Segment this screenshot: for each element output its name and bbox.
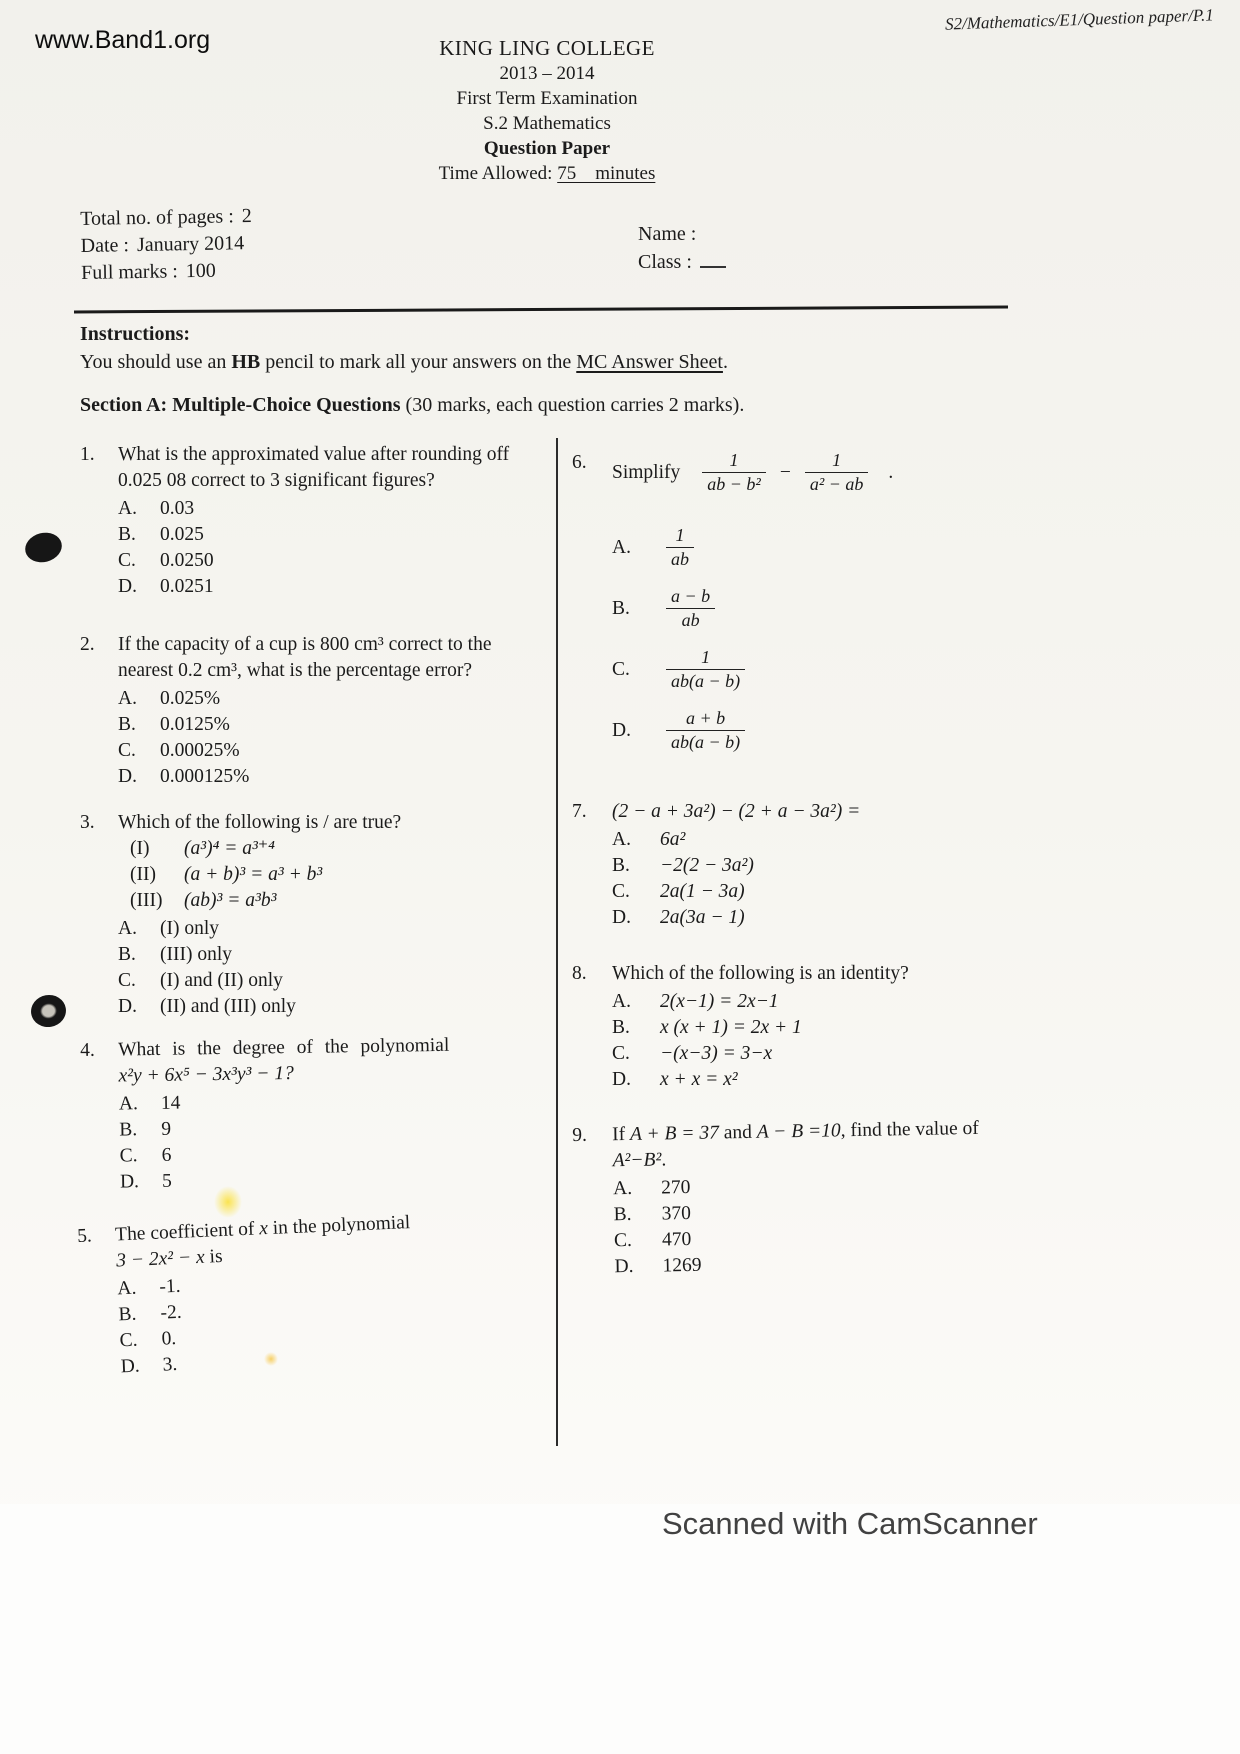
corner-reference: S2/Mathematics/E1/Question paper/P.1 xyxy=(944,5,1215,34)
question-2 xyxy=(80,632,540,790)
choice-a: A. 14 xyxy=(118,1092,181,1115)
question-4 xyxy=(80,1032,542,1196)
site-watermark: www.Band1.org xyxy=(35,26,211,54)
minus-operator: − xyxy=(779,461,791,483)
choice-b: B. −2(2 − 3a²) xyxy=(612,855,754,876)
fraction: $\frac{a + b}{ab(a - b)}$ xyxy=(666,708,745,753)
footer-strip xyxy=(0,1504,1240,1754)
choice-d: D. (II) and (III) only xyxy=(118,996,296,1017)
question-text: Simplify $\frac{1}{\text{ab − b²}}$ − $\frac{1}{\text{a² − ab}}$ . xyxy=(612,450,894,494)
question-8 xyxy=(572,961,1020,1093)
choices xyxy=(612,989,1020,1093)
question-number: 2. xyxy=(80,634,95,655)
hole-punch-mark xyxy=(22,529,65,566)
fraction: $\frac{1}{ab(a - b)}$ xyxy=(666,647,745,692)
choice-d: D. 1269 xyxy=(614,1254,702,1278)
question-number: 7. xyxy=(572,801,587,822)
choices xyxy=(118,496,540,600)
pages-row xyxy=(80,203,252,233)
choice-b: B. 9 xyxy=(119,1118,172,1141)
choice-c: C. 0. xyxy=(119,1328,177,1352)
question-number: 8. xyxy=(572,963,587,984)
choice-a: A. 0.03 xyxy=(118,498,195,519)
choice-a: A. (I) only xyxy=(118,918,220,939)
school-name: KING LING COLLEGE xyxy=(439,36,655,60)
exam-subject: S.2 Mathematics xyxy=(483,113,611,134)
date-row xyxy=(80,230,252,260)
choice-b: B. 370 xyxy=(613,1202,692,1226)
fraction: $\frac{1}{\text{ab − b²}}$ xyxy=(702,450,766,495)
polynomial-expression: x²y + 6x⁵ − 3x³y³ − 1? xyxy=(118,1063,294,1087)
class-blank-line xyxy=(700,254,726,268)
time-value: 75 minutes xyxy=(557,163,656,184)
fraction: $\frac{1}{\text{a² − ab}}$ xyxy=(805,450,869,495)
question-text: If A + B = 37 and A − B =10, find the value of A²−B². xyxy=(612,1117,979,1172)
question-text: The coefficient of x in the polynomial xyxy=(114,1212,411,1246)
choice-a: A. -1. xyxy=(117,1275,181,1300)
pages-value: 2 xyxy=(241,205,252,228)
mc-answer-sheet: MC Answer Sheet xyxy=(576,351,723,373)
fraction: $\frac{a - b}{ab}$ xyxy=(666,586,715,631)
name-field: Name : xyxy=(638,223,697,245)
question-text: What is the degree of the polynomial xyxy=(118,1034,450,1061)
choice-c: C. 2a(1 − 3a) xyxy=(612,881,745,902)
yellow-smudge xyxy=(214,1186,242,1218)
question-7 xyxy=(572,799,1020,931)
instructions-title: Instructions: xyxy=(80,323,191,345)
exam-years: 2013 – 2014 xyxy=(499,63,595,84)
choice-c: C. $\frac{1}{ab(a - b)}$ xyxy=(612,647,1020,692)
instructions-body: You should use an HB pencil to mark all your answers on the MC Answer Sheet. xyxy=(80,351,728,373)
exam-info-block xyxy=(80,203,253,287)
choice-b: B. x (x + 1) = 2x + 1 xyxy=(612,1017,802,1038)
choice-b: B. 0.0125% xyxy=(118,714,230,735)
instructions-block xyxy=(80,320,1000,376)
section-a-heading: Section A: Multiple-Choice Questions (30 marks, each question carries 2 marks). xyxy=(80,394,745,416)
question-number: 6. xyxy=(572,452,587,473)
choice-a: A. $\frac{1}{ab}$ xyxy=(612,525,1020,570)
choices xyxy=(117,1259,543,1381)
choice-d: D. 0.0251 xyxy=(118,576,214,597)
polynomial-expression: 3 − 2x² − x is xyxy=(115,1245,223,1272)
right-column xyxy=(572,450,1020,1281)
date-value: January 2014 xyxy=(136,232,245,257)
question-number: 3. xyxy=(80,812,95,833)
choice-a: A. 6a² xyxy=(612,829,686,850)
name-class-block xyxy=(638,220,726,276)
statement-3: (III) (ab)³ = a³b³ xyxy=(130,890,277,911)
choice-c: C. 6 xyxy=(119,1144,172,1167)
class-field xyxy=(638,248,726,276)
choice-d: D. 0.000125% xyxy=(118,766,250,787)
time-label: Time Allowed: xyxy=(438,163,558,184)
question-1 xyxy=(80,442,540,600)
choices xyxy=(612,827,1020,931)
choice-b: B. (III) only xyxy=(118,944,233,965)
question-3 xyxy=(80,810,540,1020)
choice-b: B. $\frac{a - b}{ab}$ xyxy=(612,586,1020,631)
column-divider xyxy=(556,438,558,1446)
choice-c: C. 470 xyxy=(613,1228,692,1252)
choice-d: D. x + x = x² xyxy=(612,1069,738,1090)
choices xyxy=(118,686,540,790)
choice-b: B. 0.025 xyxy=(118,524,204,545)
class-label: Class : xyxy=(638,251,692,273)
choice-a: A. 0.025% xyxy=(118,688,221,709)
exam-header xyxy=(327,36,767,186)
choice-a: A. 270 xyxy=(612,1176,691,1200)
statement-list xyxy=(130,836,540,914)
choices xyxy=(118,916,540,1020)
choice-c: C. 0.0250 xyxy=(118,550,214,571)
hb-pencil: HB xyxy=(231,351,261,373)
choice-c: C. 0.00025% xyxy=(118,740,240,761)
question-number: 1. xyxy=(80,444,95,465)
choice-d: D. 5 xyxy=(119,1170,172,1193)
statement-1: (I) (a³)⁴ = a³⁺⁴ xyxy=(130,838,275,859)
marks-value: 100 xyxy=(185,259,217,283)
choice-c: C. (I) and (II) only xyxy=(118,970,283,991)
question-text: What is the approximated value after rounding off 0.025 08 correct to 3 significant figures? xyxy=(118,444,510,491)
left-column xyxy=(76,442,540,1382)
marks-label: Full marks : xyxy=(80,260,179,284)
pages-label: Total no. of pages : xyxy=(80,205,234,230)
question-9 xyxy=(572,1115,1023,1281)
choice-b: B. -2. xyxy=(118,1301,183,1326)
question-text: Which of the following is an identity? xyxy=(612,963,909,984)
yellow-smudge xyxy=(264,1352,278,1366)
paper-type: Question Paper xyxy=(483,138,611,159)
question-expression: (2 − a + 3a²) − (2 + a − 3a²) = xyxy=(612,801,861,822)
choice-c: C. −(x−3) = 3−x xyxy=(612,1043,773,1064)
choice-a: A. 2(x−1) = 2x−1 xyxy=(612,991,779,1012)
choice-d: D. 3. xyxy=(120,1353,178,1378)
question-5 xyxy=(77,1205,543,1382)
question-text: If the capacity of a cup is 800 cm³ correct to the nearest 0.2 cm³, what is the percentage error? xyxy=(118,634,492,681)
time-allowed xyxy=(327,161,767,186)
marks-row xyxy=(81,257,253,287)
choices xyxy=(119,1086,542,1196)
header-divider-rule xyxy=(74,306,1008,314)
question-number: 9. xyxy=(572,1124,588,1146)
exam-name: First Term Examination xyxy=(456,88,638,109)
question-text: Which of the following is / are true? xyxy=(118,812,402,833)
question-number: 4. xyxy=(80,1039,95,1061)
question-6 xyxy=(572,450,1020,769)
fraction: $\frac{1}{ab}$ xyxy=(666,525,694,570)
camscanner-footer: Scanned with CamScanner xyxy=(662,1506,1038,1541)
statement-2: (II) (a + b)³ = a³ + b³ xyxy=(130,864,323,885)
question-number: 5. xyxy=(76,1225,93,1248)
choice-d: D. 2a(3a − 1) xyxy=(612,907,745,928)
choices xyxy=(613,1169,1023,1280)
hole-punch-mark xyxy=(28,992,68,1030)
choices xyxy=(612,525,1020,753)
choice-d: D. $\frac{a + b}{ab(a - b)}$ xyxy=(612,708,1020,753)
date-label: Date : xyxy=(80,234,130,257)
